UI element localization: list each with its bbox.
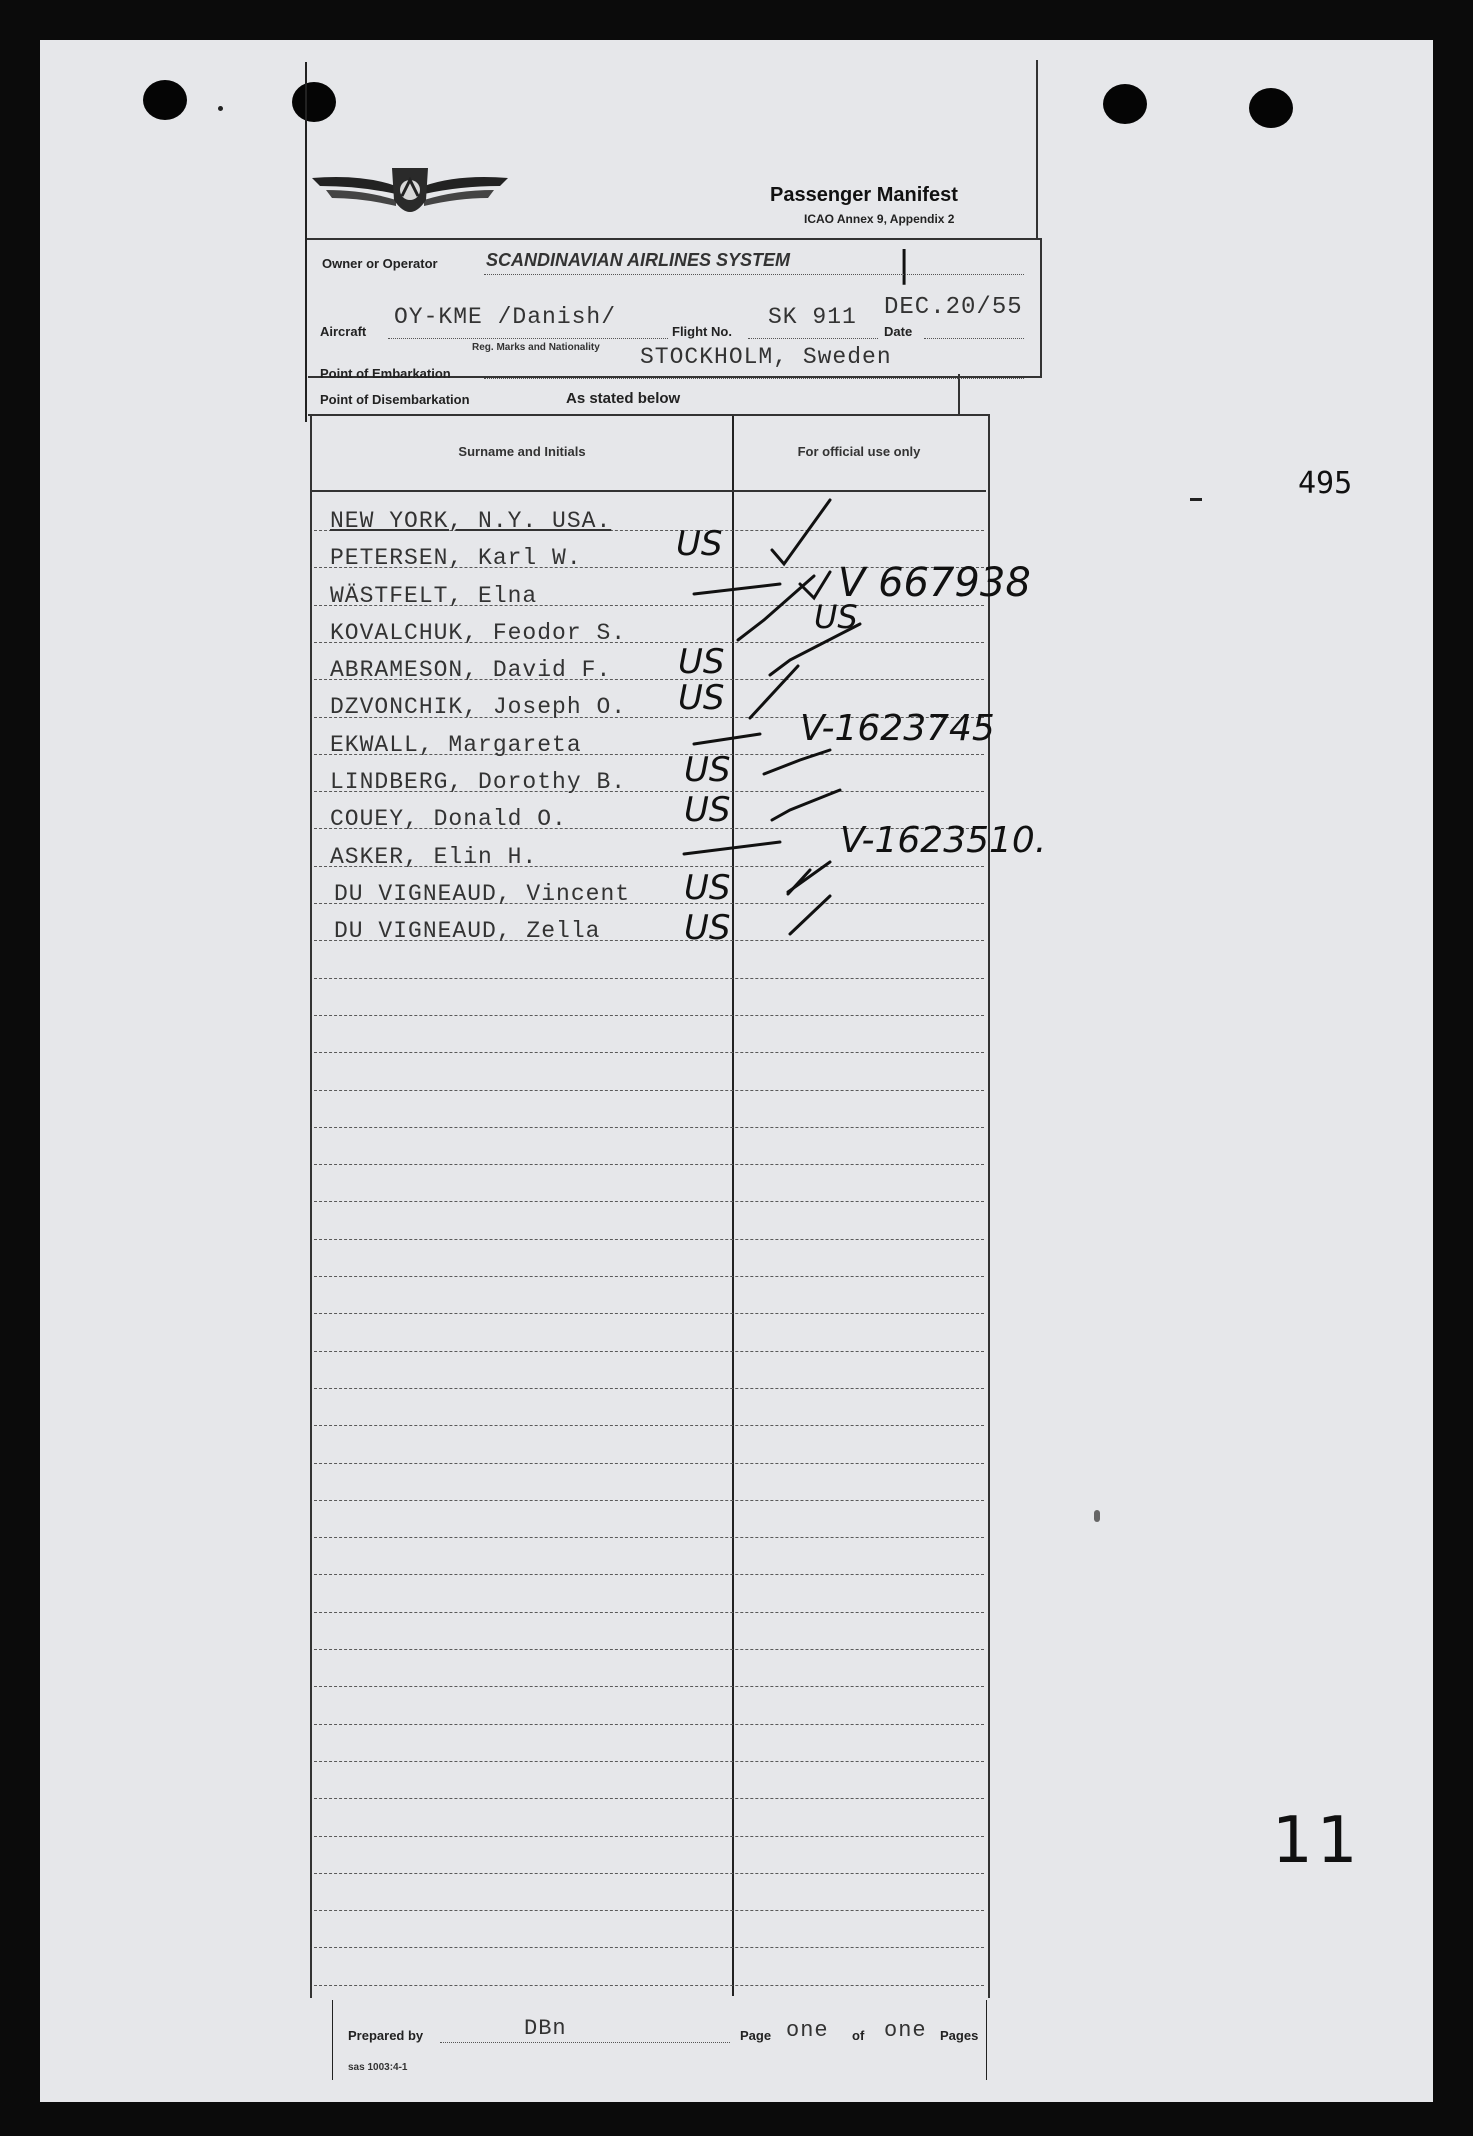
margin-handwritten-mark: 11 [1272,1804,1362,1878]
table-row [314,1574,984,1575]
pages-label: Pages [940,2028,979,2043]
table-row [314,1612,984,1613]
table-row [314,1425,984,1426]
table-row [314,1201,984,1202]
handwritten-checkmarks-icon [680,490,960,950]
note-11: US [684,908,731,948]
date-label: Date [884,324,913,339]
form-subtitle: ICAO Annex 9, Appendix 2 [804,212,955,226]
table-row [314,1239,984,1240]
flight-line [748,338,878,339]
destination-heading: NEW YORK, N.Y. USA. [330,508,612,534]
left-edge [305,62,307,422]
passenger-name-7: LINDBERG, Dorothy B. [330,769,627,795]
note-5: US [678,678,725,718]
table-row [314,1836,984,1837]
passenger-name-10: DU VIGNEAUD, Vincent [334,881,631,907]
official-column-header: For official use only [797,444,921,459]
table-row [314,1947,984,1948]
table-row [314,1276,984,1277]
disembark-value: As stated below [566,390,681,407]
embark-line [484,378,1024,379]
table-row [314,1798,984,1799]
punch-hole [143,80,187,120]
note-3: US [814,598,858,636]
embark-label: Point of Embarkation [320,366,451,381]
passenger-name-9: ASKER, Elin H. [330,844,538,870]
passenger-name-2: WÄSTFELT, Elna [330,583,538,609]
table-row [314,1052,984,1053]
table-row [314,1351,984,1352]
prepared-value: DBn [524,2016,567,2041]
flight-label: Flight No. [672,324,732,339]
table-row [314,1686,984,1687]
surname-column-header: Surname and Initials [458,444,586,459]
table-row [314,1015,984,1016]
table-row [314,1313,984,1314]
table-row [314,1724,984,1725]
passenger-name-1: PETERSEN, Karl W. [330,545,582,571]
prepared-label: Prepared by [348,2028,424,2043]
table-row [314,1388,984,1389]
reg-label: Reg. Marks and Nationality [472,342,600,353]
margin-dash [1190,498,1202,501]
note-6: V-1623745 [800,708,995,749]
note-2: V 667938 [838,560,1031,606]
pages-value: one [884,2018,927,2043]
speck [218,106,223,111]
table-row [314,1761,984,1762]
note-1: US [676,524,723,564]
table-row [314,1985,984,1986]
table-row [314,1463,984,1464]
note-10: US [684,868,731,908]
disembark-label: Point of Disembarkation [320,392,470,407]
table-row [314,1090,984,1091]
table-row [314,1873,984,1874]
owner-label: Owner or Operator [322,256,438,271]
owner-value: SCANDINAVIAN AIRLINES SYSTEM [486,250,791,270]
table-row [314,1500,984,1501]
table-row [314,1649,984,1650]
table-row [314,978,984,979]
flight-value: SK 911 [768,304,857,330]
note-8: US [684,790,731,830]
punch-hole [1103,84,1147,124]
aircraft-value: OY-KME /Danish/ [394,304,617,330]
page-number: 495 [1298,466,1353,501]
prepared-line [440,2042,730,2043]
page-label: Page [740,2028,772,2043]
date-line [924,338,1024,339]
passenger-name-6: EKWALL, Margareta [330,732,582,758]
table-row [314,1164,984,1165]
form-title: Passenger Manifest [770,184,958,206]
note-9: V-1623510. [840,820,1047,861]
aircraft-line [388,338,668,339]
embark-value: STOCKHOLM, Sweden [640,344,892,370]
passenger-name-11: DU VIGNEAUD, Zella [334,918,601,944]
date-value: DEC.20/55 [884,294,1023,321]
footer-left-edge [332,2000,333,2080]
passenger-name-4: ABRAMESON, David F. [330,657,612,683]
passenger-name-5: DZVONCHIK, Joseph O. [330,694,627,720]
table-row [314,1910,984,1911]
note-7: US [684,750,731,790]
aircraft-label: Aircraft [320,324,367,339]
owner-line [484,274,1024,275]
punch-hole [1249,88,1293,128]
table-row [314,1127,984,1128]
table-row [314,1537,984,1538]
form-code: sas 1003:4-1 [348,2062,408,2073]
of-label: of [852,2028,865,2043]
page-value: one [786,2018,829,2043]
passenger-name-8: COUEY, Donald O. [330,806,567,832]
passenger-name-3: KOVALCHUK, Feodor S. [330,620,627,646]
margin-speck [1094,1510,1100,1522]
footer-right-edge [986,2000,987,2080]
note-4: US [678,642,725,682]
owner-mark: | [898,244,911,285]
